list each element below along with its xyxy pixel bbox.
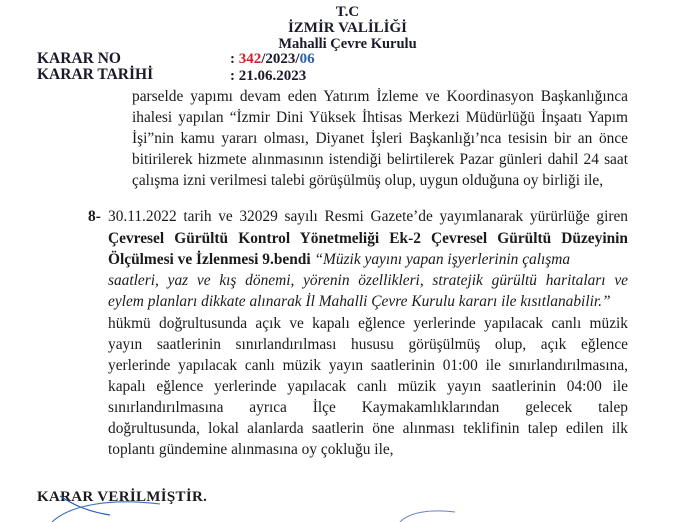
para7-line-3: İşi”nin kamu yararı olması, Diyanet İşleri Başkanlığı’nca tesisin bir an önce	[132, 130, 628, 147]
item-8-body-line-3: yerlerinde yapılacak canlı müzik yayın saatlerinin 01:00 ile sınırlandırılmasına,	[108, 357, 628, 374]
item-8-body-line-6: doğrultusunda, lokal alanlarda saatlerin öne alınması teklifinin talep edilen ilk	[108, 420, 628, 437]
decision-date-label: KARAR TARİHİ	[37, 66, 154, 83]
decision-date-value: : 21.06.2023	[230, 68, 307, 84]
decision-no-month: 06	[299, 51, 315, 67]
item-8-quote-line-3: eylem planları dikkate alınarak İl Mahalli Çevre Kurulu kararı ile kısıtlanabilir.”	[108, 293, 611, 310]
item-8-regulation-title: Çevresel Gürültü Kontrol Yönetmeliği Ek-2 Çevresel Gürültü Düzeyinin	[108, 230, 628, 247]
item-8-body-line-7: toplantı gündemine alınmasına oy çokluğu ile,	[108, 441, 394, 458]
item-8-quote-start: “Müzik yayını yapan işyerlerinin çalışma	[310, 251, 571, 268]
para7-line-4: bitirilerek hizmete alınmasının istendiği belirtilerek Pazar günleri dahil 24 saat	[132, 151, 628, 168]
header-office: İZMİR VALİLİĞİ	[287, 20, 408, 36]
item-8-body-line-4: kapalı eğlence yerlerinde yapılacak canlı müzik yayın saatlerinin 04:00 ile	[108, 378, 628, 395]
decision-no-sep: :	[230, 51, 235, 67]
closing-statement: KARAR VERİLMİŞTİR.	[37, 489, 208, 505]
item-8-body-line-2: yayın saatlerinin sınırlandırılması hususu görüşülmüş olup, açık eğlence	[108, 336, 628, 353]
signature-stroke-3	[400, 511, 455, 522]
item-8-regulation-clause: Ölçülmesi ve İzlenmesi 9.bendi	[108, 251, 311, 268]
item-8-line-1: 30.11.2022 tarih ve 32029 sayılı Resmi Gazete’de yayımlanarak yürürlüğe giren	[108, 208, 628, 225]
decision-no-label: KARAR NO	[37, 50, 121, 67]
decision-no-number: 342	[238, 51, 262, 67]
header-board: Mahalli Çevre Kurulu	[278, 36, 417, 52]
para7-line-2: ihalesi yapılan “İzmir Dini Yüksek İhtisas Merkezi Müdürlüğü İnşaatı Yapım	[132, 109, 628, 126]
header-tc: T.C	[335, 4, 360, 20]
item-8-quote-line-2: saatleri, yaz ve kış dönemi, yörenin özellikleri, stratejik gürültü haritaları ve	[108, 272, 628, 289]
para7-line-5: çalışma izni verilmesi talebi görüşülmüş olup, uygun olduğuna oy birliği ile,	[132, 172, 604, 189]
para7-line-1: parselde yapımı devam eden Yatırım İzleme ve Koordinasyon Başkanlığınca	[132, 88, 628, 105]
decision-no-value	[230, 51, 315, 68]
item-8-line-3	[108, 249, 570, 270]
item-8-body-line-1: hükmü doğrultusunda açık ve kapalı eğlence yerlerinde yapılacak canlı müzik	[108, 315, 628, 332]
decision-no-year: /2023/	[261, 51, 300, 67]
item-8-body-line-5: sınırlandırılmasına ayrıca İlçe Kaymakamlıklarından gelecek talep	[108, 399, 628, 416]
item-8-number: 8-	[88, 208, 101, 225]
